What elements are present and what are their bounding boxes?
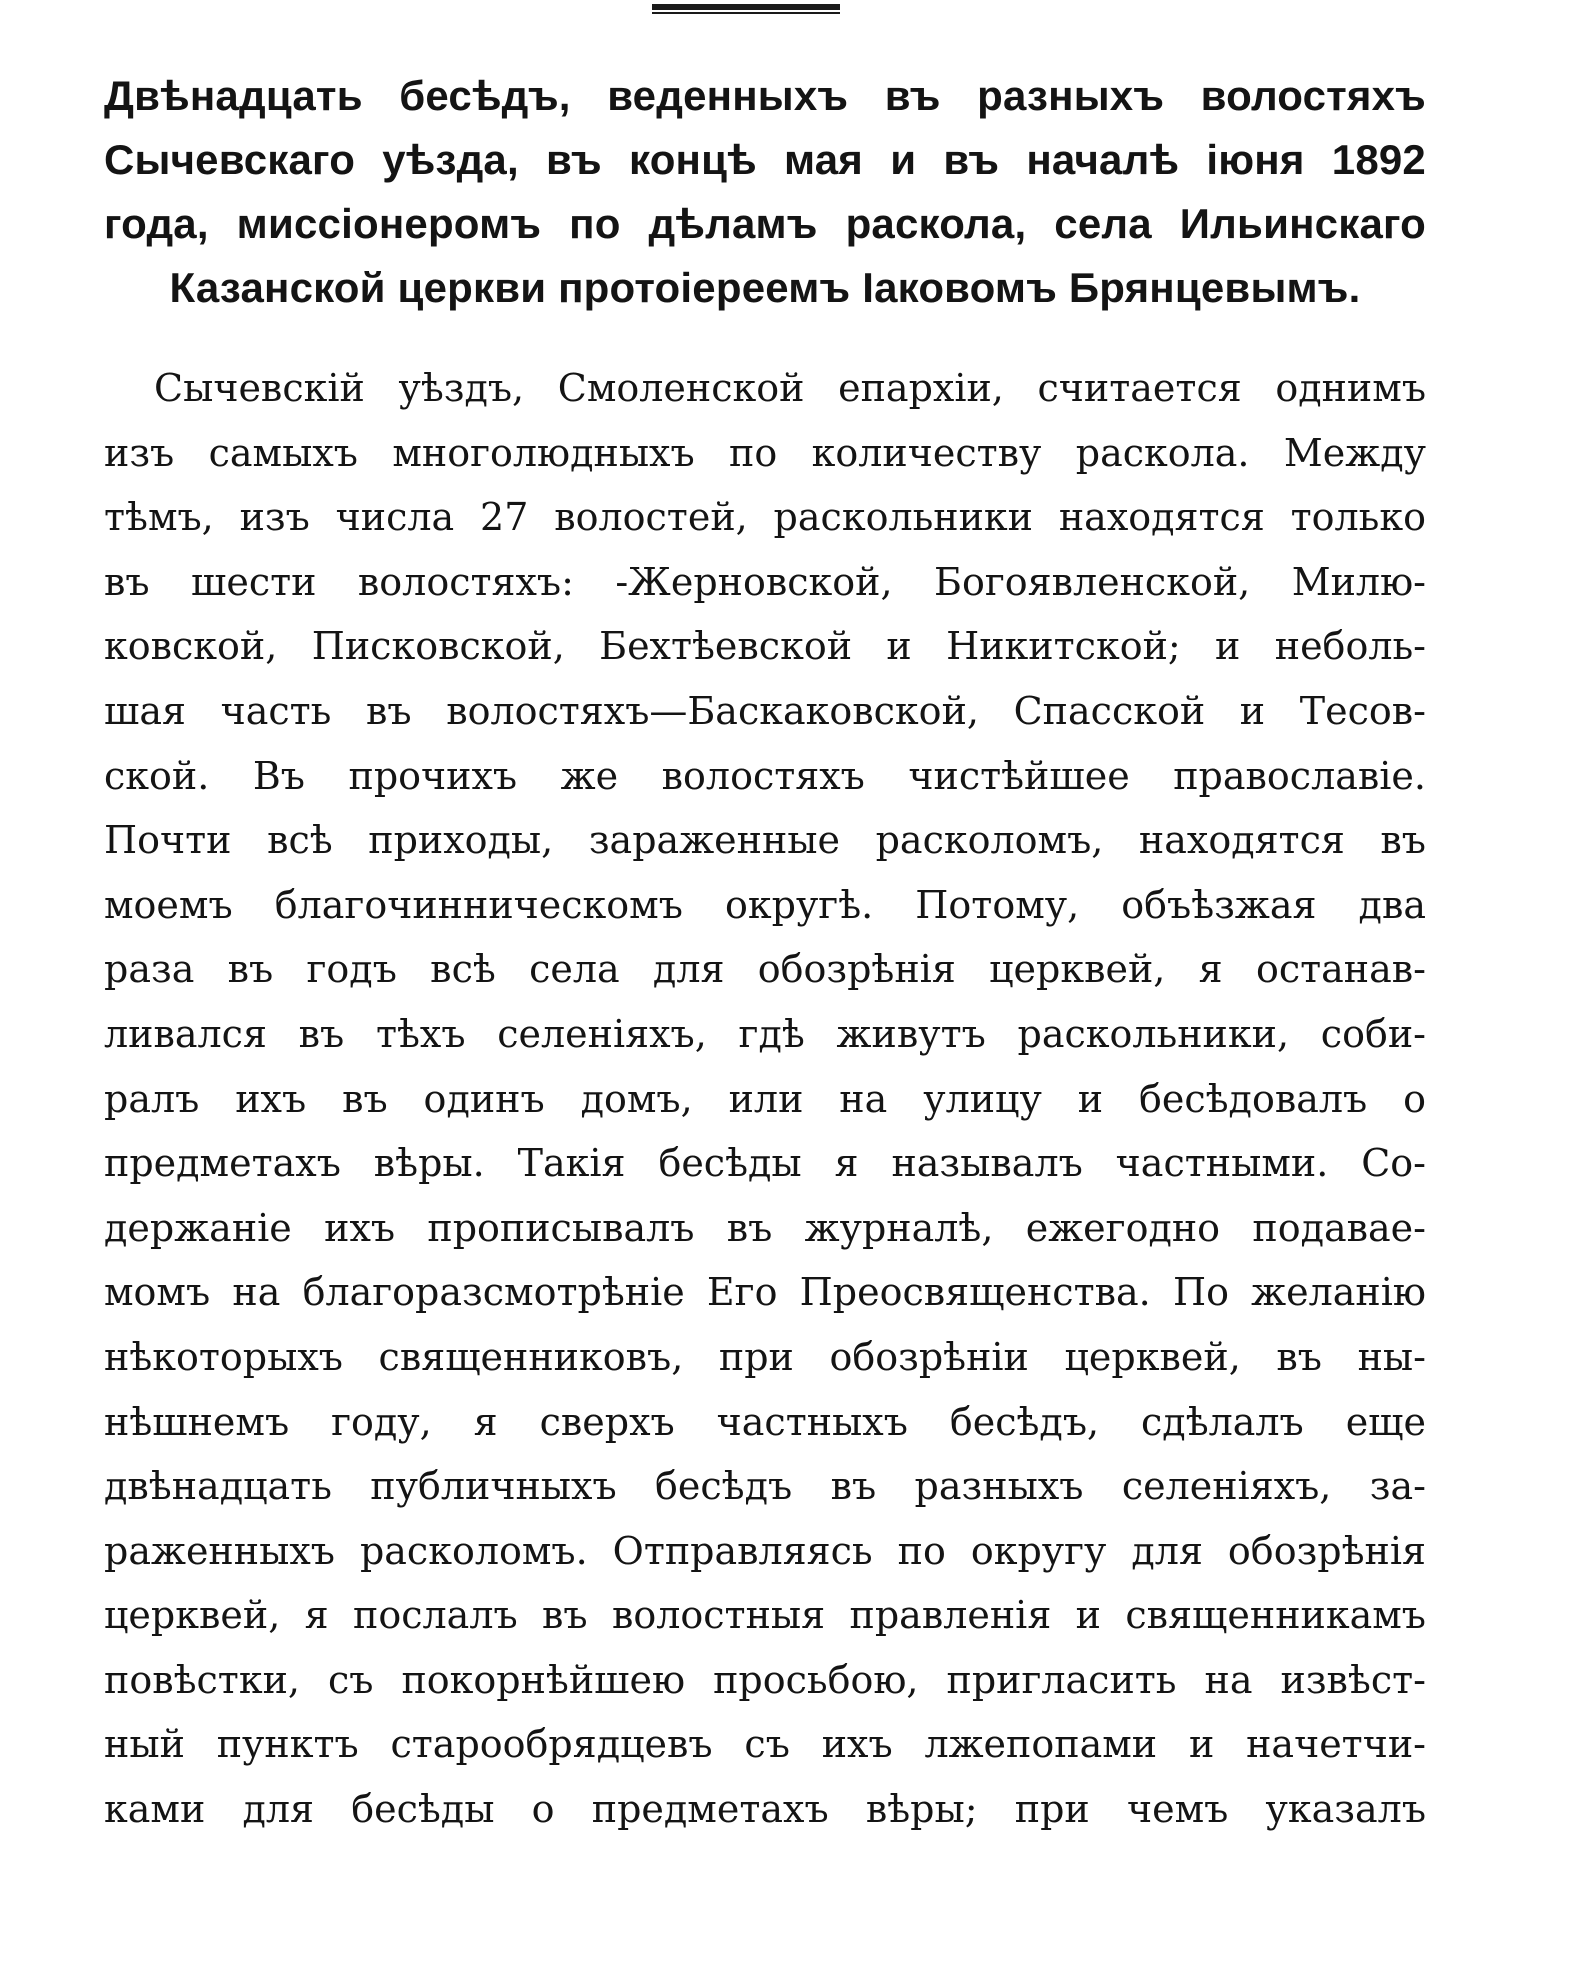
text-line: Почти всѣ приходы, зараженные расколомъ, находятся въ	[104, 818, 1426, 863]
text-line: моемъ благочинническомъ округѣ. Потому, объѣзжая два	[104, 882, 1426, 927]
text-line: раженныхъ расколомъ. Отправляясь по округу для обозрѣнія	[104, 1528, 1426, 1573]
top-rule-thin	[652, 12, 840, 14]
body-paragraph	[104, 356, 1426, 1842]
text-line: предметахъ вѣры. Такія бесѣды я называлъ частными. Со-	[104, 1141, 1426, 1186]
heading-line: года, миссіонеромъ по дѣламъ раскола, села Ильинскаго	[104, 200, 1426, 247]
text-line: ской. Въ прочихъ же волостяхъ чистѣйшее православіе.	[104, 753, 1426, 798]
text-line: момъ на благоразсмотрѣніе Его Преосвященства. По желанію	[104, 1270, 1426, 1315]
text-line: изъ самыхъ многолюдныхъ по количеству раскола. Между	[104, 430, 1426, 475]
chapter-heading	[104, 64, 1426, 320]
text-line: Сычевскій уѣздъ, Смоленской епархіи, считается однимъ	[154, 366, 1426, 410]
top-rule	[652, 4, 840, 10]
text-line: двѣнадцать публичныхъ бесѣдъ въ разныхъ селеніяхъ, за-	[104, 1464, 1426, 1509]
text-line: въ шести волостяхъ: -Жерновской, Богоявленской, Милю-	[104, 559, 1426, 604]
text-line: раза въ годъ всѣ села для обозрѣнія церквей, я останав-	[104, 947, 1426, 992]
text-line: ковской, Писковской, Бехтѣевской и Никитской; и неболь-	[104, 624, 1426, 669]
text-line: ками для бесѣды о предметахъ вѣры; при чемъ указалъ	[104, 1787, 1426, 1832]
text-line: нѣшнемъ году, я сверхъ частныхъ бесѣдъ, сдѣлалъ еще	[104, 1399, 1426, 1444]
text-line: шая часть въ волостяхъ—Баскаковской, Спасской и Тесов-	[104, 688, 1426, 733]
text-line: держаніе ихъ прописывалъ въ журналѣ, ежегодно подавае-	[104, 1205, 1426, 1250]
heading-line: Сычевскаго уѣзда, въ концѣ мая и въ началѣ іюня 1892	[104, 136, 1426, 183]
text-line: повѣстки, съ покорнѣйшею просьбою, пригласить на извѣст-	[104, 1657, 1426, 1702]
heading-line: Казанской церкви протоіереемъ Іаковомъ Брянцевымъ.	[169, 264, 1361, 311]
text-line: ный пунктъ старообрядцевъ съ ихъ лжепопами и начетчи-	[104, 1722, 1426, 1767]
heading-line: Двѣнадцать бесѣдъ, веденныхъ въ разныхъ волостяхъ	[104, 72, 1426, 119]
text-line: ливался въ тѣхъ селеніяхъ, гдѣ живутъ раскольники, соби-	[104, 1011, 1426, 1056]
text-line: церквей, я послалъ въ волостныя правленія и священникамъ	[104, 1593, 1426, 1638]
text-line: ралъ ихъ въ одинъ домъ, или на улицу и бесѣдовалъ о	[104, 1076, 1426, 1121]
text-line: тѣмъ, изъ числа 27 волостей, раскольники находятся только	[104, 495, 1426, 540]
text-line: нѣкоторыхъ священниковъ, при обозрѣніи церквей, въ ны-	[104, 1334, 1426, 1379]
